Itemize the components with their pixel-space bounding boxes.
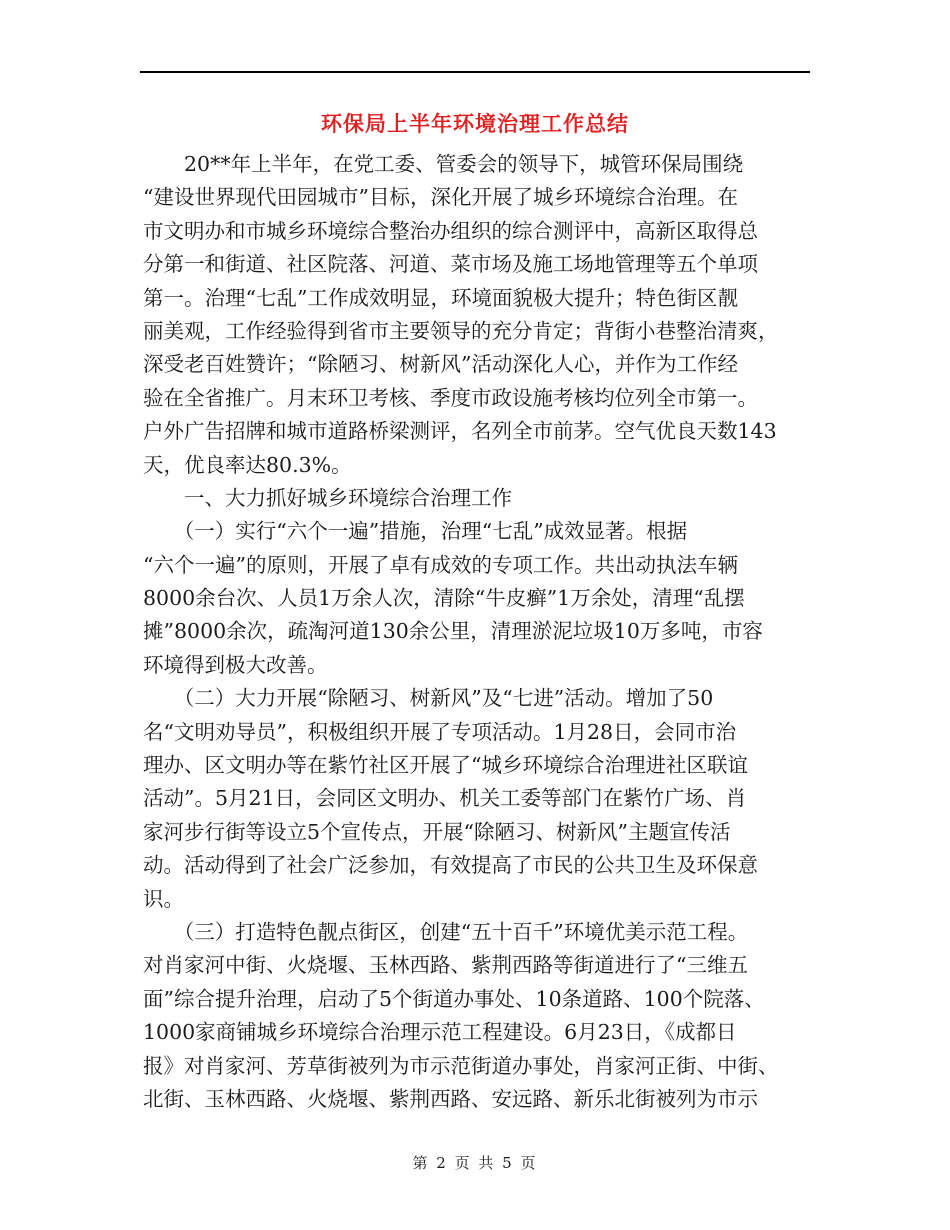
body-line: 1000家商铺城乡环境综合治理示范工程建设。6月23日，《成都日 [143, 1020, 737, 1045]
body-line: 验在全省推广。月末环卫考核、季度市政设施考核均位列全市第一。 [143, 385, 758, 410]
body-line: 家河步行街等设立5个宣传点，开展“除陋习、树新风”主题宣传活 [143, 819, 731, 844]
body-line: 面”综合提升治理，启动了5个街道办事处、10条道路、100个院落、 [143, 986, 765, 1011]
body-line: 对肖家河中街、火烧堰、玉林西路、紫荆西路等街道进行了“三维五 [143, 953, 748, 978]
body-line: （一）实行“六个一遍”措施，治理“七乱”成效显著。根据 [143, 519, 688, 544]
body-line: 市文明办和市城乡环境综合整治办组织的综合测评中，高新区取得总 [143, 218, 758, 243]
body-line: 深受老百姓赞许；“除陋习、树新风”活动深化人心，并作为工作经 [143, 352, 738, 377]
body-line: 摊”8000余次，疏淘河道130余公里，清理淤泥垃圾10万多吨，市容 [143, 619, 763, 644]
body-line: 环境得到极大改善。 [143, 652, 328, 677]
body-line: （二）大力开展“除陋习、树新风”及“七进”活动。增加了50 [143, 686, 714, 711]
body-line: 识。 [143, 886, 184, 911]
section-heading: 一、大力抓好城乡环境综合治理工作 [143, 485, 512, 510]
page-number: 第 2 页 共 5 页 [412, 1154, 538, 1172]
body-line: 动。活动得到了社会广泛参加，有效提高了市民的公共卫生及环保意 [143, 853, 758, 878]
body-line: 20**年上半年，在党工委、管委会的领导下，城管环保局围绕 [143, 152, 744, 176]
body-line: 天，优良率达80.3%。 [143, 452, 352, 477]
body-line: “建设世界现代田园城市”目标，深化开展了城乡环境综合治理。在 [143, 185, 738, 210]
body-line: 分第一和街道、社区院落、河道、菜市场及施工场地管理等五个单项 [143, 252, 758, 277]
body-line: 活动”。5月21日，会同区文明办、机关工委等部门在紫竹广场、肖 [143, 786, 747, 811]
document-title: 环保局上半年环境治理工作总结 [321, 112, 629, 136]
body-line: 第一。治理“七乱”工作成效明显，环境面貌极大提升；特色街区靓 [143, 285, 738, 310]
body-line: 理办、区文明办等在紫竹社区开展了“城乡环境综合治理进社区联谊 [143, 753, 748, 778]
body-line: 报》对肖家河、芳草街被列为市示范街道办事处，肖家河正街、中街、 [143, 1053, 779, 1078]
body-line: （三）打造特色靓点街区，创建“五十百千”环境优美示范工程。 [143, 919, 749, 944]
body-line: “六个一遍”的原则，开展了卓有成效的专项工作。共出动执法车辆 [143, 552, 738, 577]
body-line: 名“文明劝导员”，积极组织开展了专项活动。1月28日，会同市治 [143, 719, 737, 744]
document-body [143, 148, 813, 1116]
header-rule [140, 71, 810, 73]
body-line: 8000余台次、人员1万余人次，清除“牛皮癣”1万余处，清理“乱摆 [143, 586, 745, 611]
body-line: 北街、玉林西路、火烧堰、紫荆西路、安远路、新乐北街被列为市示 [143, 1086, 758, 1111]
body-line: 户外广告招牌和城市道路桥梁测评，名列全市前茅。空气优良天数143 [143, 419, 777, 444]
body-line: 丽美观，工作经验得到省市主要领导的充分肯定；背街小巷整治清爽， [143, 318, 779, 343]
